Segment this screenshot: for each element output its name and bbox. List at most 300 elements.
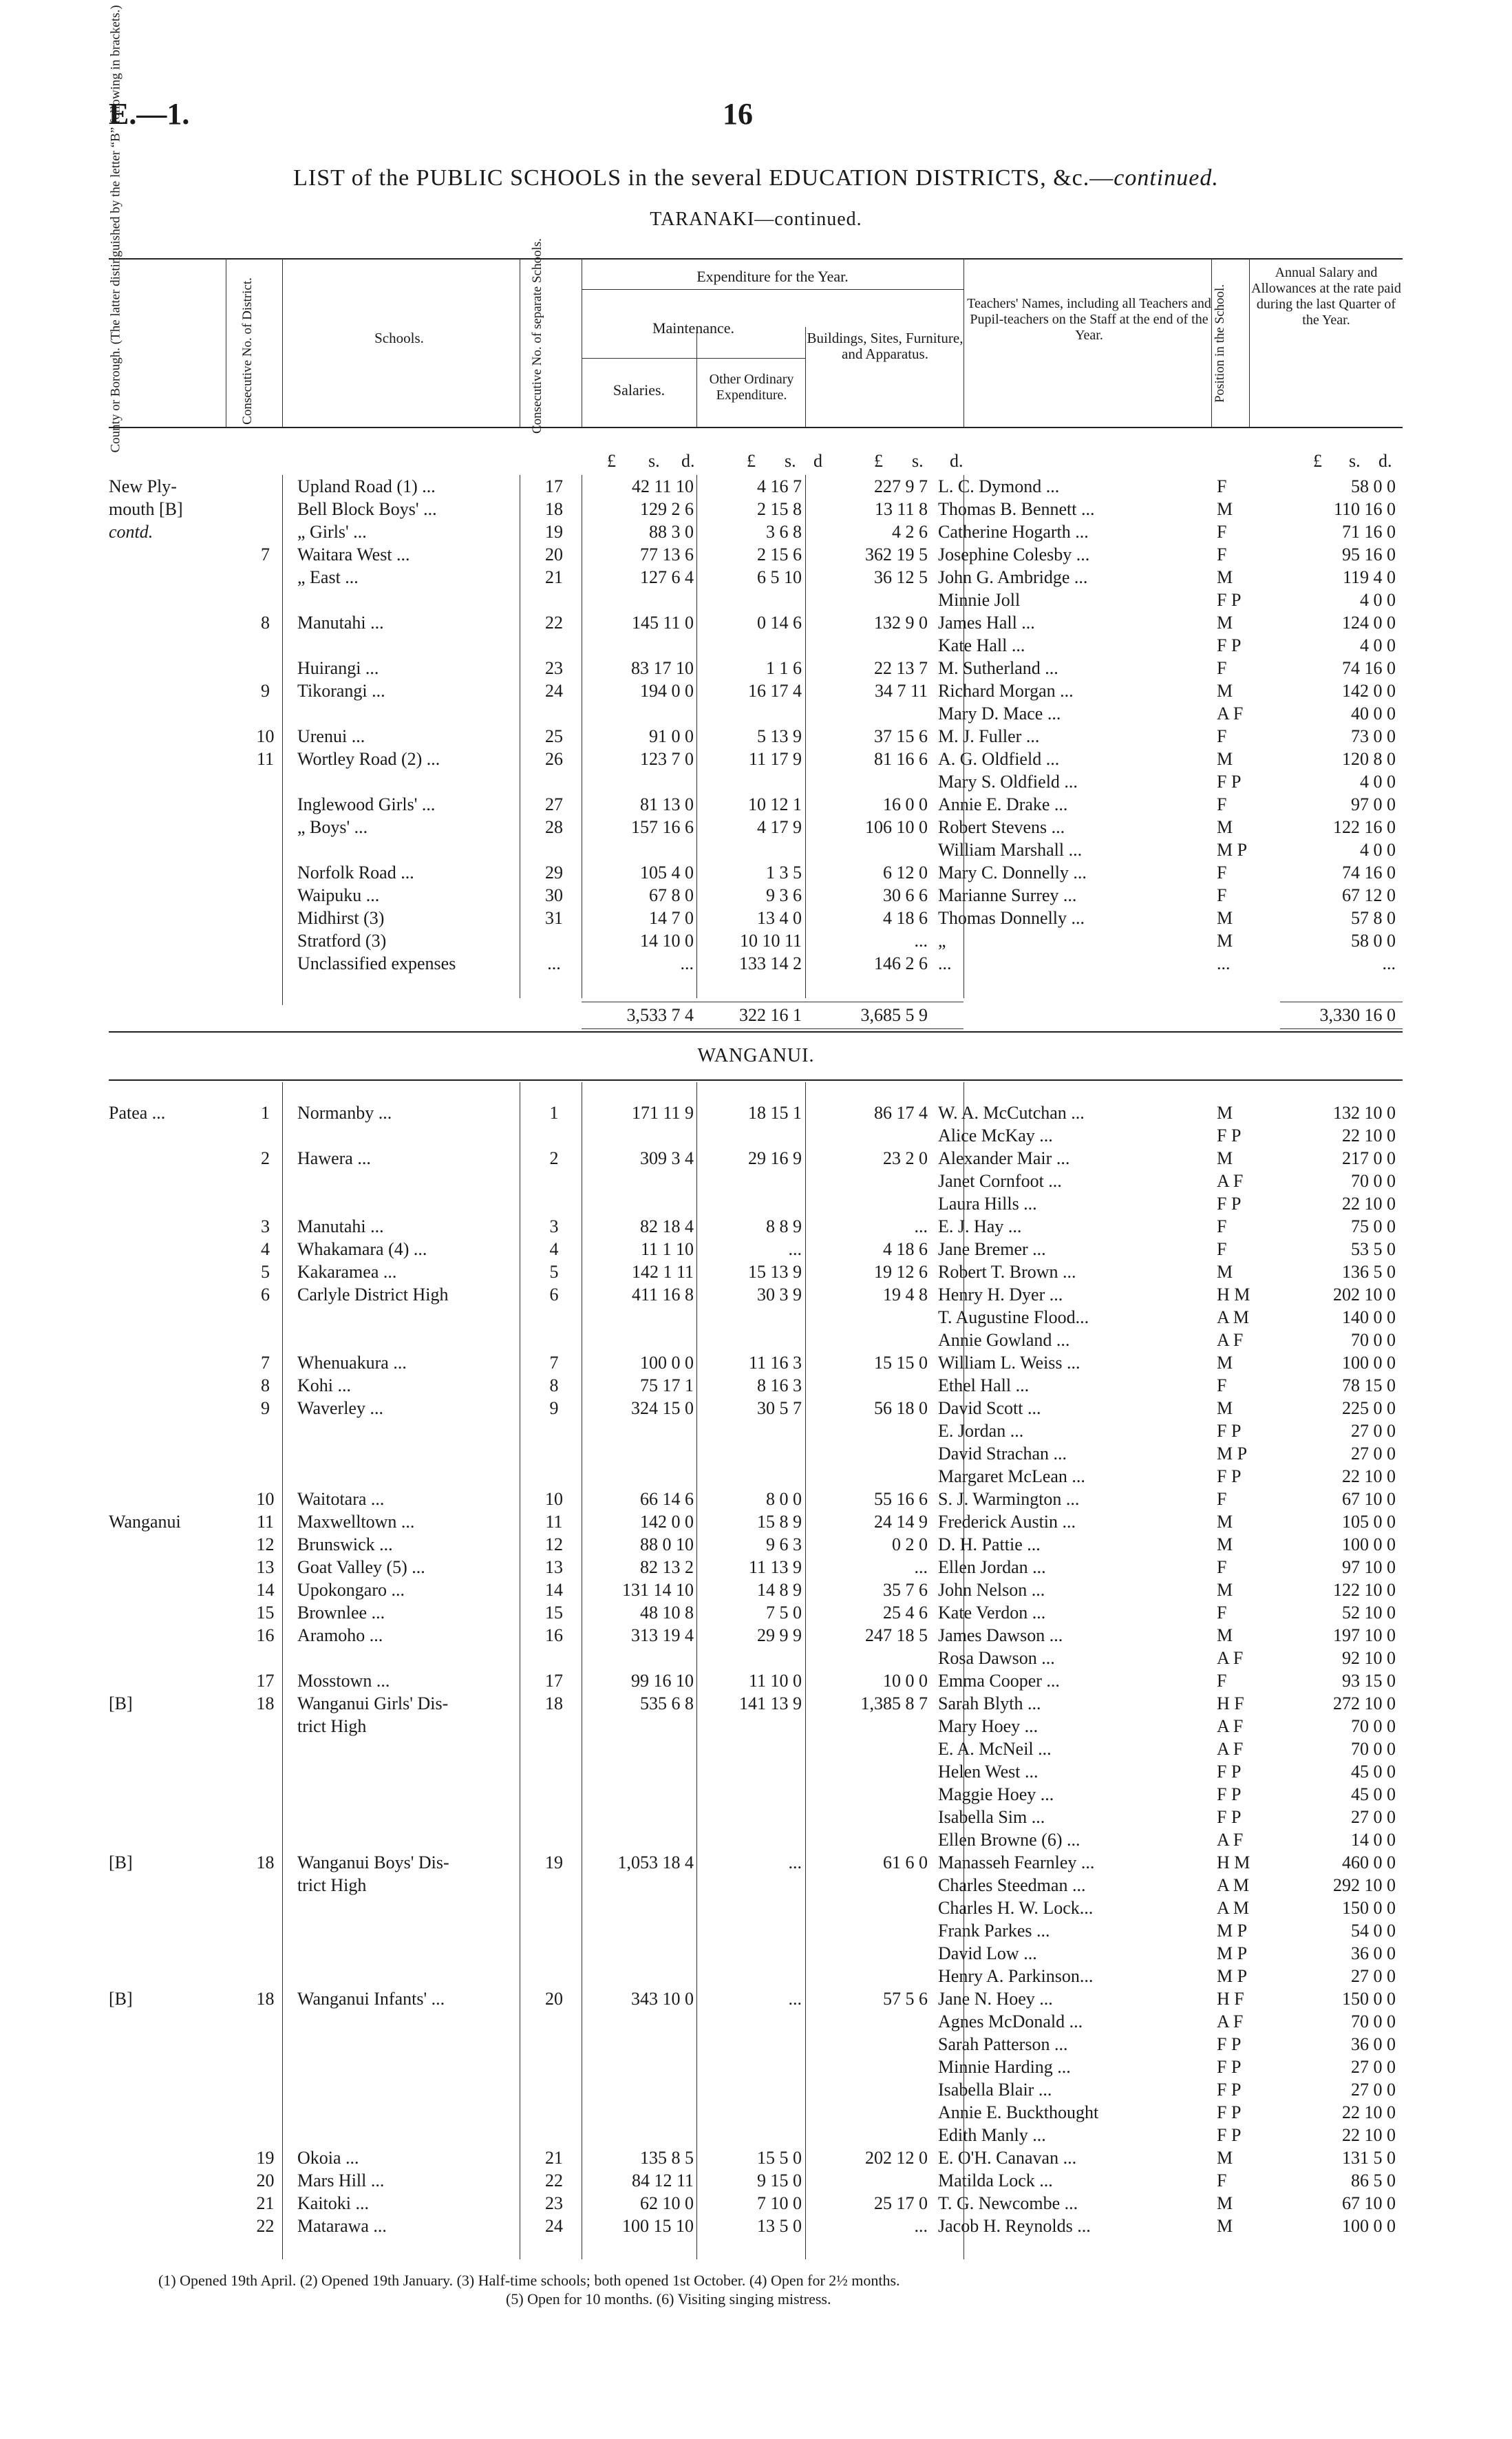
cell-school: Waipuku ... — [297, 885, 380, 905]
cell-ann: 22 10 0 — [1342, 2102, 1396, 2122]
unit-d-other: d — [813, 451, 822, 471]
cell-teacher: James Hall ... — [938, 613, 1035, 633]
total-buildings: 3,685 5 9 — [860, 1005, 928, 1025]
cell-teacher: Emma Cooper ... — [938, 1671, 1060, 1691]
table-row — [109, 748, 1403, 770]
cell-sal: 67 8 0 — [649, 885, 694, 905]
cell-teacher: Manasseh Fearnley ... — [938, 1852, 1095, 1872]
cell-sep: 31 — [545, 908, 563, 928]
cell-school: Kaitoki ... — [297, 2193, 369, 2213]
cell-bld: 35 7 6 — [883, 1580, 928, 1600]
cell-sep: 2 — [549, 1148, 559, 1168]
cell-teacher: Robert T. Brown ... — [938, 1262, 1076, 1282]
cell-ann: 74 16 0 — [1342, 658, 1396, 678]
cell-teacher: David Scott ... — [938, 1398, 1041, 1418]
cell-bld: 227 9 7 — [874, 476, 928, 496]
cell-school: „ Boys' ... — [297, 817, 368, 837]
cell-school: trict High — [297, 1716, 367, 1736]
cell-bld: 57 5 6 — [883, 1989, 928, 2009]
cell-teacher: Minnie Joll — [938, 590, 1021, 610]
table-row — [109, 2056, 1403, 2078]
cell-school: Wanganui Boys' Dis- — [297, 1852, 449, 1872]
cell-sal: 99 16 10 — [631, 1671, 694, 1691]
table-row — [109, 793, 1403, 816]
cell-oth: 11 13 9 — [748, 1557, 802, 1577]
cell-ann: 95 16 0 — [1342, 545, 1396, 564]
cell-oth: 11 16 3 — [748, 1353, 802, 1373]
cell-sep: 23 — [545, 2193, 563, 2213]
cell-bld: 1,385 8 7 — [860, 1693, 928, 1713]
cell-sep: 27 — [545, 794, 563, 814]
cell-county: Wanganui — [109, 1512, 181, 1532]
cell-sep: 9 — [549, 1398, 559, 1418]
cell-oth: 13 4 0 — [757, 908, 802, 928]
cell-dist: 4 — [261, 1239, 270, 1259]
cell-ann: 142 0 0 — [1342, 681, 1396, 701]
cell-ann: 132 10 0 — [1333, 1103, 1396, 1123]
cell-sal: 171 11 9 — [631, 1103, 694, 1123]
cell-county: [B] — [109, 1852, 133, 1872]
cell-teacher: L. C. Dymond ... — [938, 476, 1060, 496]
cell-pos: F — [1217, 545, 1227, 564]
cell-ann: 122 16 0 — [1333, 817, 1396, 837]
cell-bld: 10 0 0 — [883, 1671, 928, 1691]
table-row — [109, 543, 1403, 566]
cell-sal: 105 4 0 — [640, 863, 694, 883]
cell-ann: 45 0 0 — [1351, 1762, 1396, 1782]
cell-dist: 13 — [256, 1557, 275, 1577]
cell-dist: 6 — [261, 1285, 270, 1305]
cell-school: Brownlee ... — [297, 1603, 385, 1623]
cell-ann: 52 10 0 — [1342, 1603, 1396, 1623]
cell-bld: 37 15 6 — [874, 726, 928, 746]
cell-ann: 97 10 0 — [1342, 1557, 1396, 1577]
col-buildings: Buildings, Sites, Furniture, and Apparatus. — [807, 330, 963, 362]
cell-teacher: Helen West ... — [938, 1762, 1039, 1782]
cell-pos: F — [1217, 726, 1227, 746]
cell-oth: 2 15 6 — [757, 545, 802, 564]
cell-teacher: Annie E. Buckthought — [938, 2102, 1099, 2122]
cell-teacher: D. H. Pattie ... — [938, 1534, 1041, 1554]
cell-school: Midhirst (3) — [297, 908, 385, 928]
cell-teacher: John Nelson ... — [938, 1580, 1045, 1600]
cell-pos: A F — [1217, 704, 1244, 724]
cell-dist: 16 — [256, 1625, 275, 1645]
cell-ann: 67 12 0 — [1342, 885, 1396, 905]
cell-teacher: Ellen Jordan ... — [938, 1557, 1046, 1577]
cell-oth: 3 6 8 — [766, 522, 802, 542]
cell-pos: F — [1217, 1671, 1227, 1691]
cell-ann: 70 0 0 — [1351, 1330, 1396, 1350]
cell-oth: 8 8 9 — [766, 1216, 802, 1236]
wanganui-title: WANGANUI. — [697, 1045, 815, 1066]
col-separate-no: Consecutive No. of separate Schools. — [530, 238, 544, 434]
cell-ann: 22 10 0 — [1342, 1466, 1396, 1486]
cell-sep: 18 — [545, 1693, 563, 1713]
cell-pos: A F — [1217, 1330, 1244, 1350]
cell-teacher: Frederick Austin ... — [938, 1512, 1076, 1532]
table-row — [109, 475, 1403, 498]
cell-school: Manutahi ... — [297, 1216, 384, 1236]
cell-teacher: „ — [938, 931, 946, 951]
cell-sep: 1 — [549, 1103, 559, 1123]
col-county: County or Borough. (The latter distinguished by the letter “B” following in brackets.) — [108, 5, 123, 453]
page-number: 16 — [723, 97, 753, 131]
cell-dist: 5 — [261, 1262, 270, 1282]
cell-school: Goat Valley (5) ... — [297, 1557, 425, 1577]
cell-pos: M P — [1217, 1966, 1248, 1986]
cell-school: „ East ... — [297, 567, 359, 587]
cell-sep: 26 — [545, 749, 563, 769]
cell-ann: 22 10 0 — [1342, 1126, 1396, 1145]
cell-pos: F P — [1217, 2102, 1242, 2122]
cell-oth: 11 17 9 — [748, 749, 802, 769]
cell-school: Wanganui Infants' ... — [297, 1989, 445, 2009]
total-salaries: 3,533 7 4 — [626, 1005, 694, 1025]
cell-bld: 86 17 4 — [874, 1103, 928, 1123]
cell-sep: 23 — [545, 658, 563, 678]
cell-ann: 4 0 0 — [1360, 635, 1396, 655]
cell-school: Unclassified expenses — [297, 953, 456, 973]
cell-teacher: Rosa Dawson ... — [938, 1648, 1055, 1668]
cell-county: Patea ... — [109, 1103, 166, 1123]
cell-ann: 36 0 0 — [1351, 2034, 1396, 2054]
table-row — [109, 1783, 1403, 1806]
cell-sal: 84 12 11 — [631, 2171, 694, 2190]
cell-sep: 8 — [549, 1375, 559, 1395]
cell-bld: 132 9 0 — [874, 613, 928, 633]
cell-pos: M — [1217, 681, 1233, 701]
cell-ann: 225 0 0 — [1342, 1398, 1396, 1418]
cell-ann: 217 0 0 — [1342, 1148, 1396, 1168]
cell-sep: 17 — [545, 476, 563, 496]
cell-dist: 2 — [261, 1148, 270, 1168]
cell-teacher: William Marshall ... — [938, 840, 1083, 860]
cell-sep: 22 — [545, 2171, 563, 2190]
cell-sep: 14 — [545, 1580, 563, 1600]
cell-pos: A M — [1217, 1898, 1249, 1918]
cell-pos: F P — [1217, 772, 1242, 792]
col-salaries: Salaries. — [613, 381, 666, 399]
cell-dist: 18 — [256, 1693, 275, 1713]
cell-oth: 30 3 9 — [757, 1285, 802, 1305]
cell-oth: 9 15 0 — [757, 2171, 802, 2190]
table-row — [109, 1419, 1403, 1442]
cell-sal: 100 15 10 — [622, 2216, 694, 2236]
cell-ann: 27 0 0 — [1351, 1421, 1396, 1441]
cell-teacher: M. Sutherland ... — [938, 658, 1058, 678]
cell-pos: F P — [1217, 1784, 1242, 1804]
unit-s-buildings: s. — [912, 451, 924, 471]
cell-bld: 81 16 6 — [874, 749, 928, 769]
cell-ann: 120 8 0 — [1342, 749, 1396, 769]
table-row — [109, 1760, 1403, 1783]
cell-oth: 13 5 0 — [757, 2216, 802, 2236]
cell-ann: 27 0 0 — [1351, 2080, 1396, 2100]
cell-teacher: Jacob H. Reynolds ... — [938, 2216, 1091, 2236]
cell-pos: F — [1217, 522, 1227, 542]
cell-teacher: Frank Parkes ... — [938, 1921, 1050, 1941]
cell-teacher: W. A. McCutchan ... — [938, 1103, 1085, 1123]
cell-bld: 4 18 6 — [883, 908, 928, 928]
cell-oth: 8 16 3 — [757, 1375, 802, 1395]
col-maintenance: Maintenance. — [652, 319, 735, 337]
cell-teacher: Alexander Mair ... — [938, 1148, 1070, 1168]
cell-pos: A F — [1217, 1171, 1244, 1191]
cell-dist: 20 — [256, 2171, 275, 2190]
cell-school: Norfolk Road ... — [297, 863, 414, 883]
cell-ann: 74 16 0 — [1342, 863, 1396, 883]
cell-school: Carlyle District High — [297, 1285, 449, 1305]
cell-teacher: Alice McKay ... — [938, 1126, 1053, 1145]
cell-ann: 150 0 0 — [1342, 1989, 1396, 2009]
cell-bld: 55 16 6 — [874, 1489, 928, 1509]
cell-school: Normanby ... — [297, 1103, 392, 1123]
cell-ann: 73 0 0 — [1351, 726, 1396, 746]
cell-pos: M — [1217, 749, 1233, 769]
cell-pos: M — [1217, 931, 1233, 951]
cell-bld: 34 7 11 — [874, 681, 928, 701]
cell-oth: 8 0 0 — [766, 1489, 802, 1509]
cell-sep: 12 — [545, 1534, 563, 1554]
cell-sal: 42 11 10 — [631, 476, 694, 496]
cell-bld: ... — [914, 931, 928, 951]
cell-teacher: E. A. McNeil ... — [938, 1739, 1052, 1759]
cell-teacher: M. J. Fuller ... — [938, 726, 1040, 746]
cell-teacher: Charles H. W. Lock... — [938, 1898, 1094, 1918]
cell-ann: 93 15 0 — [1342, 1671, 1396, 1691]
cell-dist: 9 — [261, 1398, 270, 1418]
table-row — [109, 611, 1403, 634]
cell-oth: 6 5 10 — [757, 567, 802, 587]
cell-bld: 25 4 6 — [883, 1603, 928, 1623]
cell-school: Inglewood Girls' ... — [297, 794, 436, 814]
table-row — [109, 2146, 1403, 2169]
table-row — [109, 1488, 1403, 1510]
cell-ann: 27 0 0 — [1351, 1966, 1396, 1986]
table-row — [109, 838, 1403, 861]
cell-teacher: Kate Hall ... — [938, 635, 1025, 655]
cell-pos: M P — [1217, 1943, 1248, 1963]
cell-teacher: Margaret McLean ... — [938, 1466, 1085, 1486]
cell-sep: 20 — [545, 545, 563, 564]
table-row — [109, 657, 1403, 679]
cell-oth: 7 10 0 — [757, 2193, 802, 2213]
cell-pos: M P — [1217, 1921, 1248, 1941]
cell-ann: 22 10 0 — [1342, 2125, 1396, 2145]
cell-bld: ... — [914, 1557, 928, 1577]
cell-sal: 77 13 6 — [640, 545, 694, 564]
unit-pound-salaries: £ — [607, 451, 616, 471]
table-row — [109, 770, 1403, 793]
cell-oth: 1 3 5 — [766, 863, 802, 883]
cell-bld: 15 15 0 — [874, 1353, 928, 1373]
cell-ann: 54 0 0 — [1351, 1921, 1396, 1941]
cell-pos: A F — [1217, 2012, 1244, 2031]
cell-dist: 8 — [261, 613, 270, 633]
cell-school: Brunswick ... — [297, 1534, 393, 1554]
cell-teacher: Matilda Lock ... — [938, 2171, 1053, 2190]
cell-bld: 30 6 6 — [883, 885, 928, 905]
cell-pos: M — [1217, 817, 1233, 837]
cell-bld: ... — [914, 2216, 928, 2236]
cell-pos: A M — [1217, 1875, 1249, 1895]
table-row — [109, 589, 1403, 611]
cell-dist: 12 — [256, 1534, 275, 1554]
cell-pos: F P — [1217, 2034, 1242, 2054]
cell-teacher: Josephine Colesby ... — [938, 545, 1090, 564]
table-row — [109, 1738, 1403, 1760]
cell-teacher: Janet Cornfoot ... — [938, 1171, 1062, 1191]
cell-sal: 14 7 0 — [649, 908, 694, 928]
table-row — [109, 1556, 1403, 1579]
table-row — [109, 1397, 1403, 1419]
cell-ann: 22 10 0 — [1342, 1194, 1396, 1214]
cell-county: mouth [B] — [109, 499, 183, 519]
cell-sep: 21 — [545, 567, 563, 587]
cell-bld: 61 6 0 — [883, 1852, 928, 1872]
cell-teacher: Mary C. Donnelly ... — [938, 863, 1087, 883]
cell-teacher: S. J. Warmington ... — [938, 1489, 1080, 1509]
cell-pos: F — [1217, 658, 1227, 678]
cell-oth: 30 5 7 — [757, 1398, 802, 1418]
table-row — [109, 1283, 1403, 1306]
table-row — [109, 1306, 1403, 1329]
cell-bld: 0 2 0 — [892, 1534, 928, 1554]
unit-pound-buildings: £ — [874, 451, 883, 471]
cell-oth: 4 17 9 — [757, 817, 802, 837]
cell-pos: M — [1217, 1398, 1233, 1418]
cell-sal: 129 2 6 — [640, 499, 694, 519]
cell-pos: F — [1217, 1557, 1227, 1577]
cell-school: Stratford (3) — [297, 931, 387, 951]
cell-sal: 83 17 10 — [631, 658, 694, 678]
col-teachers: Teachers' Names, including all Teachers and Pupil-teachers on the Staff at the end of the Year. — [967, 296, 1211, 343]
cell-bld: 19 12 6 — [874, 1262, 928, 1282]
cell-ann: 100 0 0 — [1342, 1353, 1396, 1373]
cell-bld: 25 17 0 — [874, 2193, 928, 2213]
cell-sal: 75 17 1 — [640, 1375, 694, 1395]
cell-sep: 25 — [545, 726, 563, 746]
cell-ann: 97 0 0 — [1351, 794, 1396, 814]
table-row — [109, 907, 1403, 929]
cell-dist: 3 — [261, 1216, 270, 1236]
cell-oth: 11 10 0 — [748, 1671, 802, 1691]
cell-teacher: Henry A. Parkinson... — [938, 1966, 1094, 1986]
header-top-rule — [109, 258, 1403, 260]
table-row — [109, 725, 1403, 748]
cell-sep: 11 — [545, 1512, 563, 1532]
cell-pos: M P — [1217, 1444, 1248, 1464]
col-other: Other Ordinary Expenditure. — [709, 372, 794, 403]
cell-pos: M — [1217, 2216, 1233, 2236]
cell-sep: 28 — [545, 817, 563, 837]
cell-school: „ Girls' ... — [297, 522, 367, 542]
cell-ann: 53 5 0 — [1351, 1239, 1396, 1259]
cell-teacher: Sarah Blyth ... — [938, 1693, 1041, 1713]
cell-pos: F — [1217, 885, 1227, 905]
table-row — [109, 1669, 1403, 1692]
cell-sep: 13 — [545, 1557, 563, 1577]
col-schools: Schools. — [374, 330, 424, 346]
cell-ann: 70 0 0 — [1351, 1739, 1396, 1759]
cell-teacher: Mary S. Oldfield ... — [938, 772, 1078, 792]
table-row — [109, 861, 1403, 884]
cell-dist: 18 — [256, 1852, 275, 1872]
cell-sep: 7 — [549, 1353, 559, 1373]
cell-oth: 1 1 6 — [766, 658, 802, 678]
cell-dist: 21 — [256, 2193, 275, 2213]
cell-sal: 142 1 11 — [631, 1262, 694, 1282]
cell-pos: A M — [1217, 1307, 1249, 1327]
cell-ann: 131 5 0 — [1342, 2148, 1396, 2168]
cell-pos: F P — [1217, 1421, 1242, 1441]
cell-sep: 16 — [545, 1625, 563, 1645]
cell-pos: F P — [1217, 1194, 1242, 1214]
cell-sal: 145 11 0 — [631, 613, 694, 633]
cell-bld: 4 18 6 — [883, 1239, 928, 1259]
cell-ann: 150 0 0 — [1342, 1898, 1396, 1918]
cell-pos: M — [1217, 1353, 1233, 1373]
cell-sep: 18 — [545, 499, 563, 519]
cell-ann: 110 16 0 — [1333, 499, 1396, 519]
cell-sep: 30 — [545, 885, 563, 905]
cell-sep: 24 — [545, 681, 563, 701]
cell-school: Matarawa ... — [297, 2216, 387, 2236]
cell-sal: 1,053 18 4 — [617, 1852, 694, 1872]
table-row — [109, 1579, 1403, 1601]
cell-dist: 10 — [256, 1489, 275, 1509]
cell-teacher: Agnes McDonald ... — [938, 2012, 1083, 2031]
cell-pos: H F — [1217, 1693, 1244, 1713]
cell-pos: F — [1217, 2171, 1227, 2190]
cell-pos: A F — [1217, 1648, 1244, 1668]
cell-bld: 362 19 5 — [865, 545, 928, 564]
cell-sal: 88 0 10 — [640, 1534, 694, 1554]
cell-pos: F P — [1217, 1762, 1242, 1782]
cell-school: Waitotara ... — [297, 1489, 385, 1509]
cell-teacher: Maggie Hoey ... — [938, 1784, 1054, 1804]
cell-sal: 91 0 0 — [649, 726, 694, 746]
cell-sal: 313 19 4 — [631, 1625, 694, 1645]
cell-oth: 14 8 9 — [757, 1580, 802, 1600]
cell-pos: M — [1217, 1534, 1233, 1554]
cell-dist: 8 — [261, 1375, 270, 1395]
cell-teacher: David Strachan ... — [938, 1444, 1067, 1464]
table-row — [109, 566, 1403, 589]
cell-dist: 18 — [256, 1989, 275, 2009]
cell-dist: 7 — [261, 545, 270, 564]
cell-dist: 10 — [256, 726, 275, 746]
table-row — [109, 1170, 1403, 1192]
cell-ann: 100 0 0 — [1342, 2216, 1396, 2236]
cell-teacher: James Dawson ... — [938, 1625, 1063, 1645]
cell-ann: 197 10 0 — [1333, 1625, 1396, 1645]
cell-ann: 40 0 0 — [1351, 704, 1396, 724]
col-expenditure: Expenditure for the Year. — [696, 268, 849, 285]
cell-ann: 86 5 0 — [1351, 2171, 1396, 2190]
cell-county: [B] — [109, 1989, 133, 2009]
total-annual: 3,330 16 0 — [1319, 1005, 1396, 1025]
cell-teacher: Thomas Donnelly ... — [938, 908, 1085, 928]
cell-sep: 19 — [545, 1852, 563, 1872]
cell-school: Waitara West ... — [297, 545, 410, 564]
table-row — [109, 1215, 1403, 1238]
table-row — [109, 1919, 1403, 1942]
cell-pos: F P — [1217, 590, 1242, 610]
table-row — [109, 1533, 1403, 1556]
cell-pos: F P — [1217, 2080, 1242, 2100]
